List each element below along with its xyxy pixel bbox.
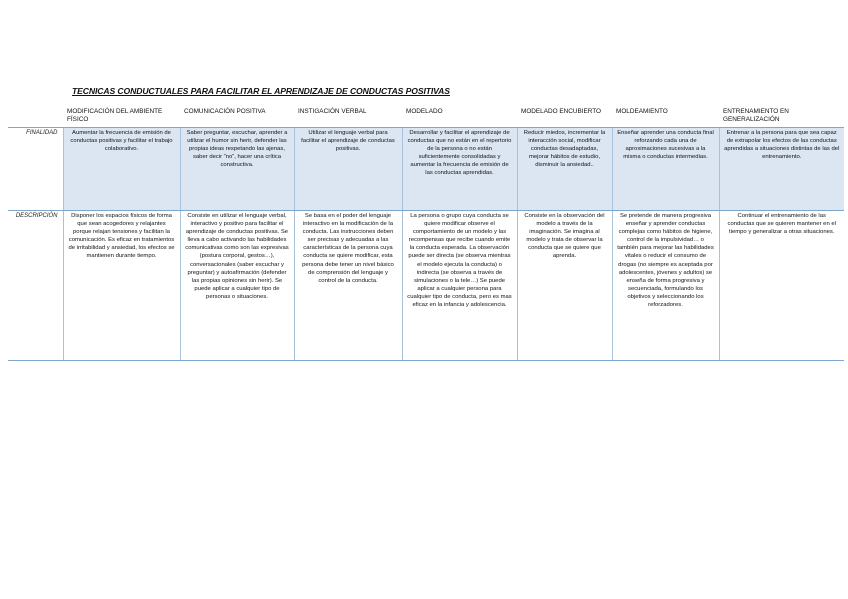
table-cell: Continuar el entrenamiento de las conductas que se quieren mantener en el tiempo y generalizar a otras situaciones. — [719, 211, 844, 361]
column-header: MODIFICACIÓN DEL AMBIENTE FÍSICO — [67, 108, 163, 123]
header-corner — [8, 108, 63, 128]
table-header-row — [8, 108, 844, 128]
table-row-descripcion — [8, 211, 844, 361]
column-header: ENTRENAMIENTO EN GENERALIZACIÓN — [723, 108, 789, 123]
row-label: FINALIDAD — [8, 128, 63, 211]
column-header: MODELADO ENCUBIERTO — [521, 108, 602, 115]
table-cell: Enseñar aprender una conducta final reforzando cada una de aproximaciones sucesivas a la misma o conductas intermedias. — [612, 128, 719, 211]
table-cell: Utilizar el lenguaje verbal para facilitar el aprendizaje de conductas positivas. — [294, 128, 402, 211]
column-header: COMUNICACIÓN POSITIVA — [184, 108, 266, 115]
table-row-finalidad — [8, 128, 844, 211]
table-cell: Reducir miedos, incrementar la interacción social, modificar conductas desadaptadas, mejorar hábitos de estudio, disminuir la ansiedad.. — [517, 128, 612, 211]
table-cell: Consiste en utilizar el lenguaje verbal, interactivo y positivo para facilitar el aprendizaje de conductas positivas. Se lleva a cabo activando las habilidades comunicativas como son las expresivas (postura corporal, gestos…), conversacionales (saber escuchar y preguntar) y autoafirmación (defender las propias opiniones sin herir). Se puede aplicar a cualquier tipo de personas o situaciones. — [180, 211, 294, 361]
table-cell: Aumentar la frecuencia de emisión de conductas positivas y facilitar el trabajo colaborativo. — [63, 128, 180, 211]
row-label: DESCRIPCIÓN — [8, 211, 63, 361]
table-cell: Saber preguntar, escuchar, aprender a utilizar el humor sin herir, defender las propias ideas respetando las ajenas, saber decir “no”, hacer una crítica constructiva. — [180, 128, 294, 211]
column-header: MODELADO — [406, 108, 443, 115]
table-cell: Disponer los espacios físicos de forma que sean acogedores y relajantes porque relajan tensiones y facilitan la comunicación. Es eficaz en tratamientos de irritabilidad y ansiedad, los efectos se mantienen durante tiempo. — [63, 211, 180, 361]
table-cell: Entrenar a la persona para que sea capaz de extrapolar los efectos de las conductas aprendidas a situaciones distintas de las del entrenamiento. — [719, 128, 844, 211]
table-cell: Se basa en el poder del lenguaje interactivo en la modificación de la conducta. Las instrucciones deben ser precisas y adecuadas a las características de la persona cuya conducta se quiere modificar, esta persona debe tener un nivel básico de comprensión del lenguaje y control de la conducta. — [294, 211, 402, 361]
techniques-table — [8, 108, 844, 361]
table-cell: Consiste en la observación del modelo a través de la imaginación. Se imagina al modelo y trata de observar la conducta que se quiere que aprenda. — [517, 211, 612, 361]
table-cell: Se pretende de manera progresiva enseñar y aprender conductas complejas como hábitos de higiene, control de la impulsividad… o también para mejorar las habilidades vitales o reducir el consumo de drogas (no siempre es aceptada por adolescentes, jóvenes y adultos) se enseña de forma progresiva y secuenciada, formulando los objetivos y seleccionando los reforzadores. — [612, 211, 719, 361]
document-title: TECNICAS CONDUCTUALES PARA FACILITAR EL APRENDIZAJE DE CONDUCTAS POSITIVAS — [72, 86, 450, 96]
column-header: MOLDEAMIENTO — [616, 108, 668, 115]
table-cell: La persona o grupo cuya conducta se quiere modificar observe el comportamiento de un modelo y las recompensas que recibe cuando emite la conducta esperada. La observación puede ser directa (se observa mientras el modelo ejecuta la conducta) o indirecta (se observa a través de simulaciones o la tele…) Se puede aplicar a cualquier persona para cualquier tipo de conducta, pero es mas eficaz en la infancia y adolescencia. — [402, 211, 517, 361]
table-cell: Desarrollar y facilitar el aprendizaje de conductas que no están en el repertorio de la persona o no están suficientemente consolidadas y aumentar la frecuencia de emisión de las conductas aprendidas. — [402, 128, 517, 211]
column-header: INSTIGACIÓN VERBAL — [298, 108, 367, 115]
